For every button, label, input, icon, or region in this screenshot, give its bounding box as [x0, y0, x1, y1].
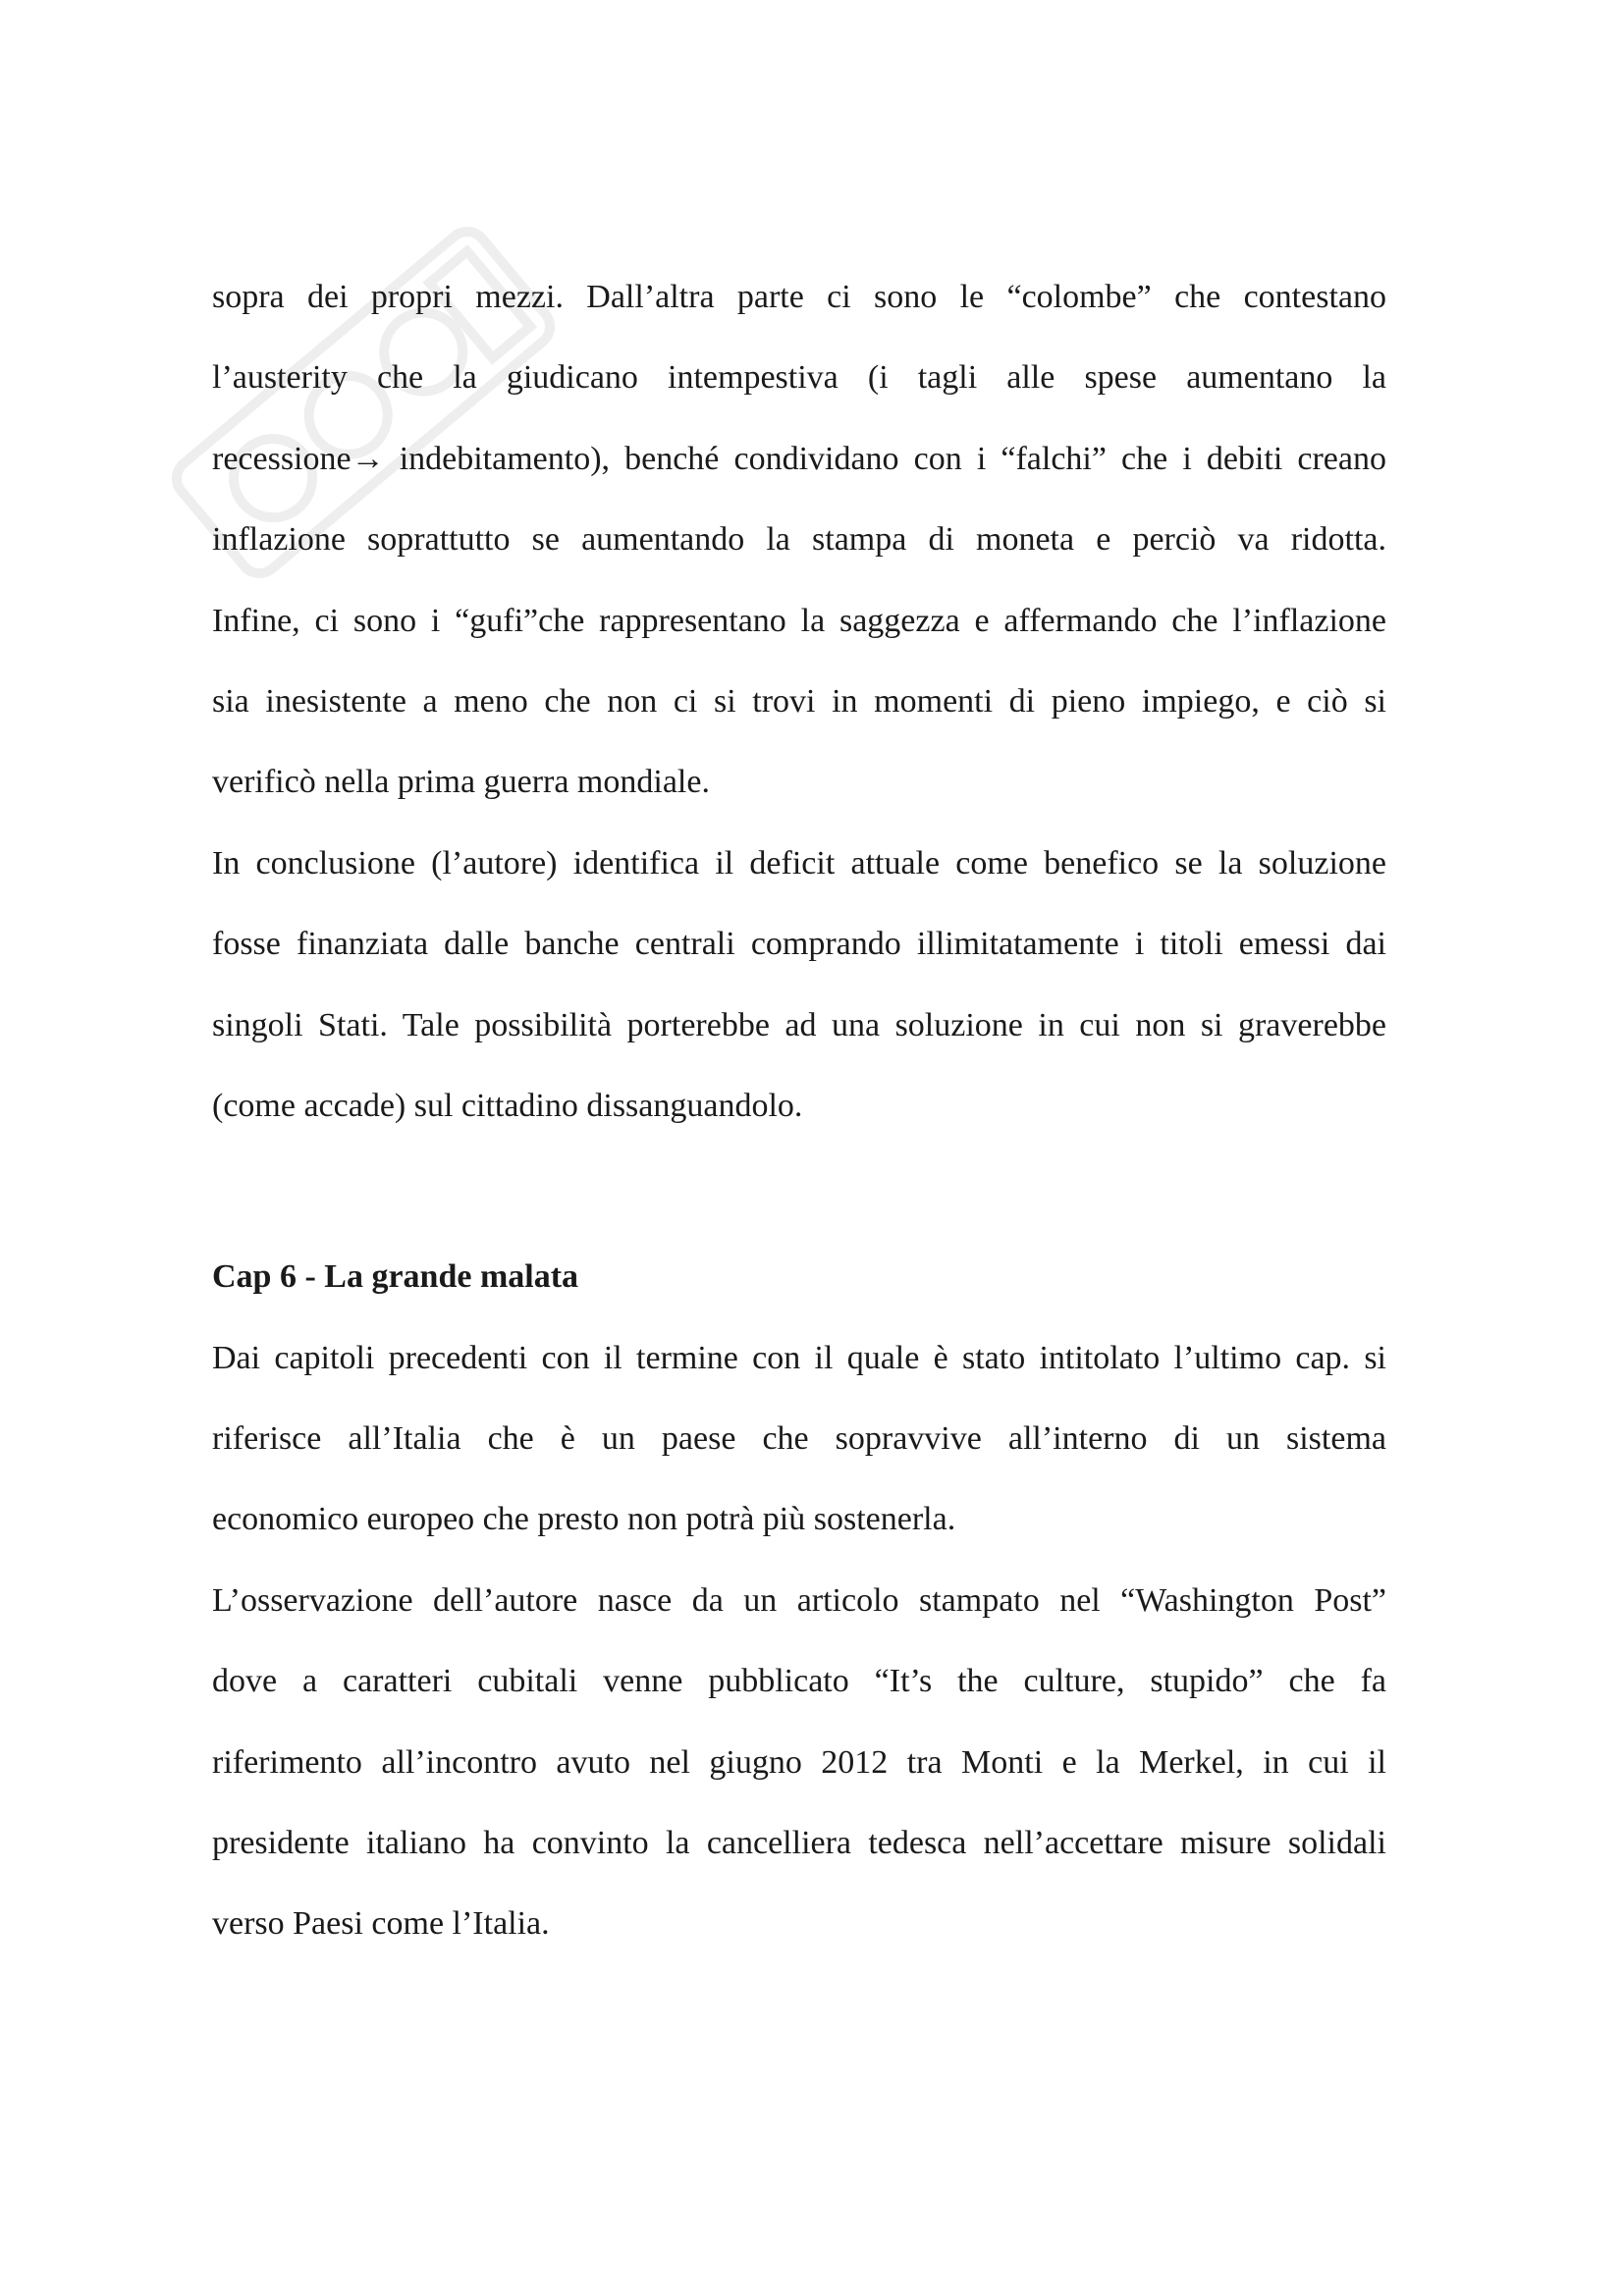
paragraph [212, 257, 1386, 824]
text-line: L’osservazione dell’autore nasce da un articolo stampato nel “Washington Post” [212, 1581, 1386, 1619]
text-line: Dai capitoli precedenti con il termine con il quale è stato intitolato l’ultimo cap. si [212, 1339, 1386, 1376]
document-body [212, 257, 1386, 1965]
text-line: riferisce all’Italia che è un paese che sopravvive all’interno di un sistema [212, 1420, 1386, 1458]
text-line: (come accade) sul cittadino dissanguandolo. [212, 1087, 803, 1124]
text-line: singoli Stati. Tale possibilità porterebbe ad una soluzione in cui non si graverebbe [212, 1006, 1386, 1043]
chapter-heading: Cap 6 - La grande malata [212, 1258, 579, 1296]
text-line: riferimento all’incontro avuto nel giugno 2012 tra Monti e la Merkel, in cui il [212, 1743, 1386, 1781]
text-line: verificò nella prima guerra mondiale. [212, 764, 710, 801]
text-line: economico europeo che presto non potrà più sostenerla. [212, 1501, 956, 1538]
text-line: dove a caratteri cubitali venne pubblicato “It’s the culture, stupido” che fa [212, 1663, 1386, 1700]
paragraph [212, 1561, 1386, 1965]
text-line: recessione→ indebitamento), benché condividano con i “falchi” che i debiti creano [212, 440, 1386, 477]
text-line: inflazione soprattutto se aumentando la stampa di moneta e perciò va ridotta. [212, 521, 1386, 559]
paragraph [212, 1318, 1386, 1561]
text-line: sia inesistente a meno che non ci si trovi in momenti di pieno impiego, e ciò si [212, 682, 1386, 720]
section-spacer [212, 1147, 1386, 1237]
text-line: fosse finanziata dalle banche centrali comprando illimitatamente i titoli emessi dai [212, 926, 1386, 963]
text-line: sopra dei propri mezzi. Dall’altra parte ci sono le “colombe” che contestano [212, 279, 1386, 315]
text-line: l’austerity che la giudicano intempestiva (i tagli alle spese aumentano la [212, 359, 1386, 397]
text-line: Infine, ci sono i “gufi”che rappresentano la saggezza e affermando che l’inflazione [212, 602, 1386, 639]
text-line: verso Paesi come l’Italia. [212, 1905, 550, 1943]
paragraph [212, 824, 1386, 1148]
text-line: presidente italiano ha convinto la cancelliera tedesca nell’accettare misure solidali [212, 1825, 1386, 1862]
text-line: In conclusione (l’autore) identifica il deficit attuale come benefico se la soluzione [212, 844, 1386, 881]
